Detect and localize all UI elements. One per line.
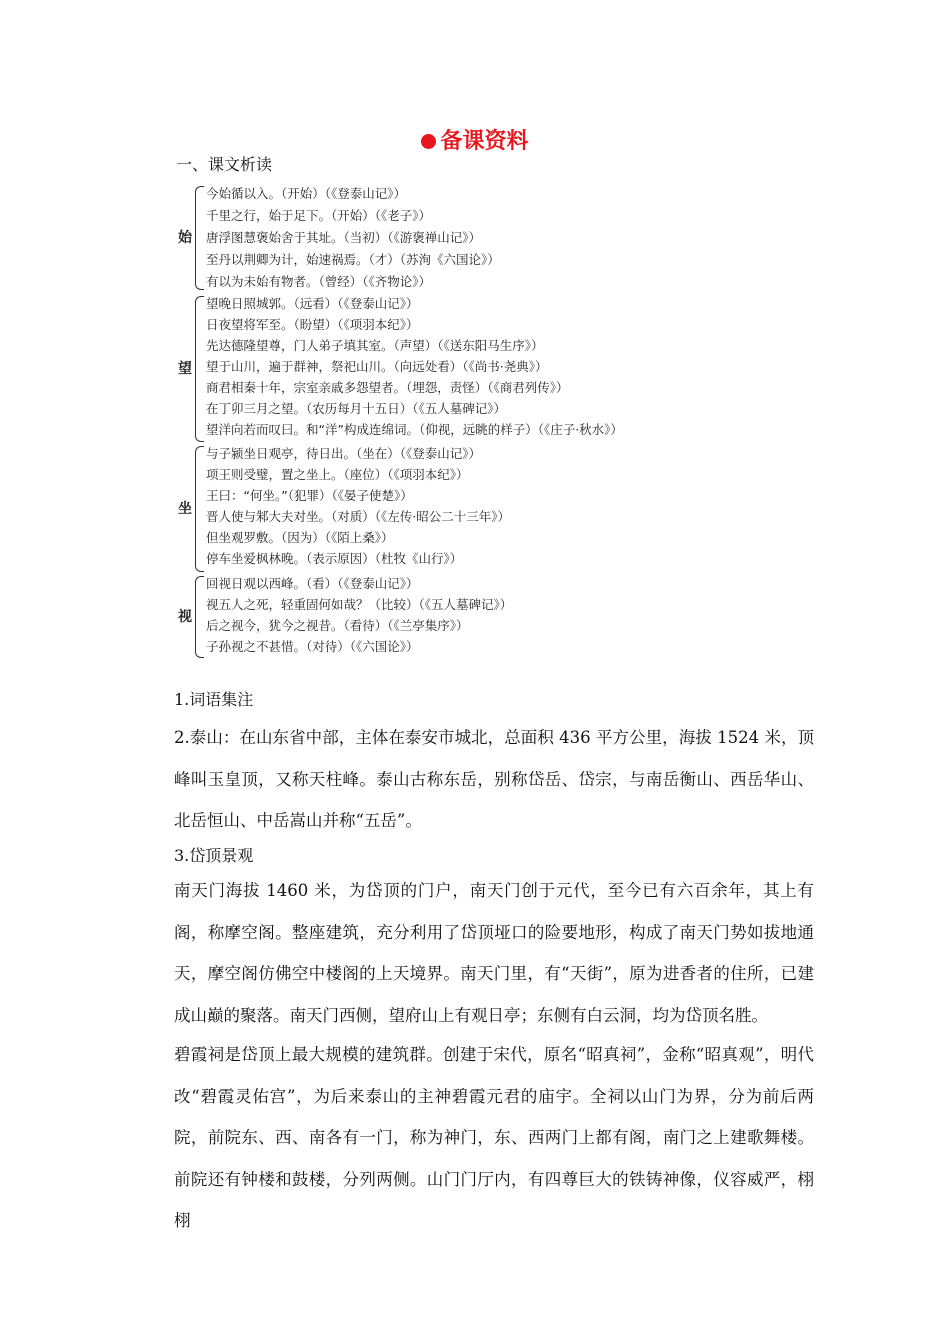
list-item: 先达德隆望尊，门人弟子填其室。（声望）（《送东阳马生序》） [206, 338, 544, 353]
list-item: 商君相秦十年，宗室亲戚多怨望者。（埋怨，责怪）（《商君列传》） [206, 380, 569, 395]
list-item: 在丁卯三月之望。（农历每月十五日）（《五人墓碑记》） [206, 401, 507, 416]
list-item: 项王则受璧，置之坐上。（座位）（《项羽本纪》） [206, 467, 469, 482]
list-item: 至丹以荆卿为计，始速祸焉。（才）（苏洵《六国论》） [206, 252, 500, 267]
list-item: 停车坐爱枫林晚。（表示原因）（杜牧《山行》） [206, 551, 463, 566]
list-item: 今始循以入。（开始）（《登泰山记》） [206, 186, 407, 201]
list-item: 日夜望将军至。（盼望）（《项羽本纪》） [206, 317, 419, 332]
nantianmen-paragraph [174, 870, 814, 1036]
list-item: 回视日观以西峰。（看）（《登泰山记》） [206, 576, 419, 591]
group-char: 视 [178, 609, 192, 625]
list-item: 千里之行，始于足下。（开始）（《老子》） [206, 208, 432, 223]
list-item: 晋人使与邾大夫对坐。（对质）（《左传·昭公二十三年》） [206, 509, 510, 524]
taishan-text: 2.泰山：在山东省中部，主体在泰安市城北，总面积 436 平方公里，海拔 1524 米，顶峰叫玉皇顶，又称天柱峰。泰山古称东岳，别称岱岳、岱宗，与南岳衡山、西岳华山、北岳恒山、中岳嵩山并称“五岳”。 [174, 728, 814, 830]
list-item: 望洋向若而叹曰。和“洋”构成连绵词。（仰视，远眺的样子）（《庄子·秋水》） [206, 422, 623, 437]
list-item: 有以为未始有物者。（曾经）（《齐物论》） [206, 274, 432, 289]
paragraph-text: 南天门海拔 1460 米，为岱顶的门户，南天门创于元代，至今已有六百余年，其上有阁，称摩空阁。整座建筑，充分利用了岱顶垭口的险要地形，构成了南天门势如拔地通天，摩空阁仿佛空中楼阁的上天境界。南天门里，有“天街”，原为进香者的住所，已建成山巅的聚落。南天门西侧，望府山上有观日亭；东侧有白云洞，均为岱顶名胜。 [174, 881, 814, 1025]
list-item: 唐浮图慧褒始舍于其址。（当初）（《游褒禅山记》） [206, 230, 482, 245]
brace-icon [195, 576, 204, 658]
item-heading-3: 3.岱顶景观 [174, 846, 254, 865]
group-char: 始 [178, 230, 192, 246]
group-char: 望 [178, 361, 192, 377]
brace-icon [195, 186, 204, 290]
brace-icon [195, 446, 204, 572]
list-item: 但坐观罗敷。（因为）（《陌上桑》） [206, 530, 394, 545]
bixiaci-paragraph [174, 1034, 814, 1242]
list-item: 视五人之死，轻重固何如哉？（比较）（《五人墓碑记》） [206, 597, 513, 612]
word-analysis-table [178, 184, 698, 662]
list-item: 望于山川，遍于群神，祭祀山川。（向远处看）（《尚书·尧典》） [206, 359, 548, 374]
page-title: 备课资料 [0, 124, 950, 155]
group-char: 坐 [178, 501, 192, 517]
paragraph-text: 碧霞祠是岱顶上最大规模的建筑群。创建于宋代，原名“昭真祠”，金称“昭真观”，明代改“碧霞灵佑宫”，为后来泰山的主神碧霞元君的庙宇。全祠以山门为界，分为前后两院，前院东、西、南各有一门，称为神门，东、西两门上都有阁，南门之上建歌舞楼。前院还有钟楼和鼓楼，分列两侧。山门门厅内，有四尊巨大的铁铸神像，仪容威严，栩栩 [174, 1045, 814, 1230]
list-item: 子孙视之不甚惜。（对待）（《六国论》） [206, 639, 419, 654]
list-item: 望晚日照城郭。（远看）（《登泰山记》） [206, 296, 419, 311]
brace-icon [195, 296, 204, 442]
list-item: 王曰：“何坐。”（犯罪）（《晏子使楚》） [206, 488, 413, 503]
list-item: 与子颍坐日观亭，待日出。（坐在）（《登泰山记》） [206, 446, 482, 461]
item-heading-1: 1.词语集注 [174, 690, 254, 709]
section-heading: 一、课文析读 [176, 155, 273, 174]
item-2-paragraph [174, 717, 814, 842]
bullet-dot-icon [421, 134, 436, 149]
list-item: 后之视今，犹今之视昔。（看待）（《兰亭集序》） [206, 618, 469, 633]
